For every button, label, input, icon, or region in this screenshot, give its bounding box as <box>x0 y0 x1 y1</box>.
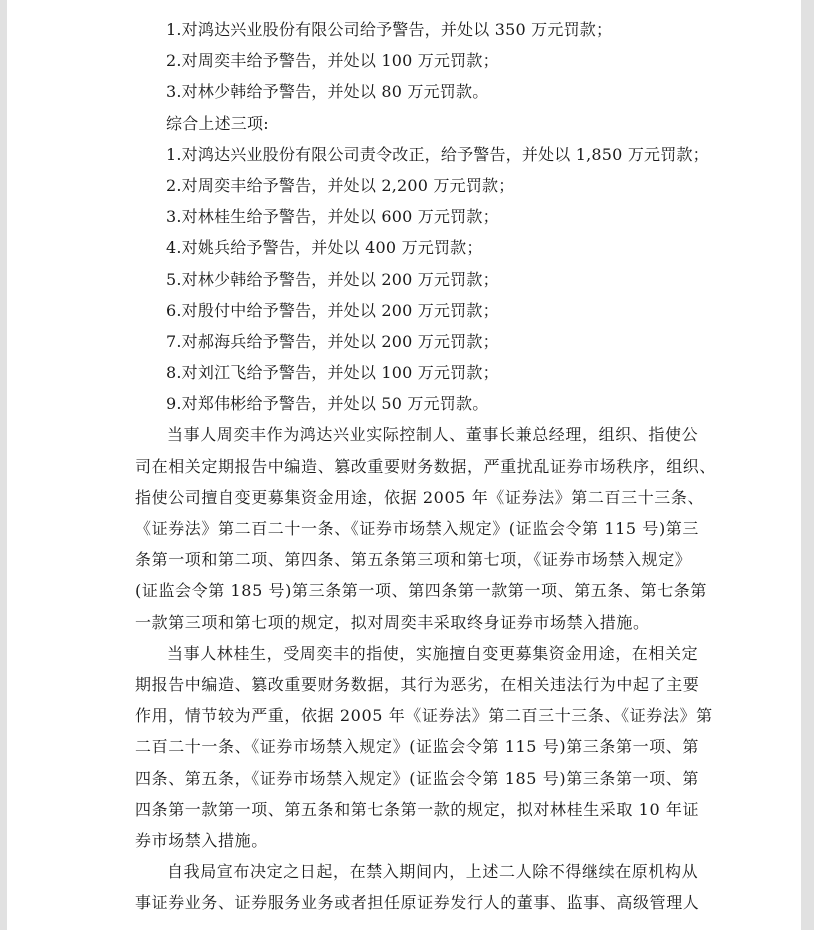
paragraph-line: 司在相关定期报告中编造、篡改重要财务数据，严重扰乱证券市场秩序，组织、 <box>135 456 717 476</box>
paragraph-line: 当事人周奕丰作为鸿达兴业实际控制人、董事长兼总经理，组织、指使公 <box>167 425 699 445</box>
paragraph-line: 券市场禁入措施。 <box>135 830 268 850</box>
paragraph-line: 当事人林桂生，受周奕丰的指使，实施擅自变更募集资金用途，在相关定 <box>167 643 699 663</box>
list-item: 2.对周奕丰给予警告，并处以 100 万元罚款； <box>166 51 499 71</box>
paragraph-line: 指使公司擅自变更募集资金用途，依据 2005 年《证券法》第二百三十三条、 <box>135 487 705 507</box>
paragraph-zhou-yifeng <box>135 419 717 637</box>
paragraph-line: 事证券业务、证券服务业务或者担任原证券发行人的董事、监事、高级管理人 <box>135 893 700 913</box>
list-item: 7.对郝海兵给予警告，并处以 200 万元罚款； <box>166 331 499 351</box>
list-item: 1.对鸿达兴业股份有限公司给予警告，并处以 350 万元罚款； <box>166 20 613 39</box>
penalty-list-a <box>135 14 675 108</box>
document-content <box>135 14 717 918</box>
paragraph-line: 二百二十一条、《证券市场禁入规定》(证监会令第 115 号)第三条第一项、第 <box>135 737 699 757</box>
paragraph-line: 作用，情节较为严重，依据 2005 年《证券法》第二百三十三条、《证券法》第 <box>135 706 713 726</box>
paragraph-line: 四条第一款第一项、第五条和第七条第一款的规定，拟对林桂生采取 10 年证 <box>135 799 700 819</box>
paragraph-line: 期报告中编造、篡改重要财务数据，其行为恶劣，在相关违法行为中起了主要 <box>135 674 700 694</box>
paragraph-line: 一款第三项和第七项的规定，拟对周奕丰采取终身证券市场禁入措施。 <box>135 612 650 632</box>
list-item: 3.对林桂生给予警告，并处以 600 万元罚款； <box>166 207 499 227</box>
paragraph-line: (证监会令第 185 号)第三条第一项、第四条第一款第一项、第五条、第七条第 <box>135 581 707 601</box>
penalty-list-b <box>135 139 709 420</box>
list-item: 6.对殷付中给予警告，并处以 200 万元罚款； <box>166 300 499 320</box>
paragraph-market-ban <box>135 856 700 918</box>
summary-heading: 综合上述三项: <box>166 113 269 133</box>
list-item: 2.对周奕丰给予警告，并处以 2,200 万元罚款； <box>166 175 515 195</box>
list-item: 3.对林少韩给予警告，并处以 80 万元罚款。 <box>166 82 489 102</box>
list-item: 1.对鸿达兴业股份有限公司责令改正，给予警告，并处以 1,850 万元罚款； <box>166 144 709 164</box>
paragraph-lin-guisheng <box>135 638 713 856</box>
list-item: 8.对刘江飞给予警告，并处以 100 万元罚款； <box>166 363 499 383</box>
paragraph-line: 条第一项和第二项、第四条、第五条第三项和第七项，《证券市场禁入规定》 <box>135 550 692 570</box>
list-item: 4.对姚兵给予警告，并处以 400 万元罚款； <box>166 238 483 258</box>
paragraph-line: 自我局宣布决定之日起，在禁入期间内，上述二人除不得继续在原机构从 <box>167 862 699 882</box>
paragraph-line: 四条、第五条，《证券市场禁入规定》(证监会令第 185 号)第三条第一项、第 <box>135 768 699 788</box>
document-page <box>7 0 801 930</box>
paragraph-line: 《证券法》第二百二十一条、《证券市场禁入规定》(证监会令第 115 号)第三 <box>135 519 699 538</box>
list-item: 9.对郑伟彬给予警告，并处以 50 万元罚款。 <box>166 394 489 414</box>
list-item: 5.对林少韩给予警告，并处以 200 万元罚款； <box>166 269 499 289</box>
